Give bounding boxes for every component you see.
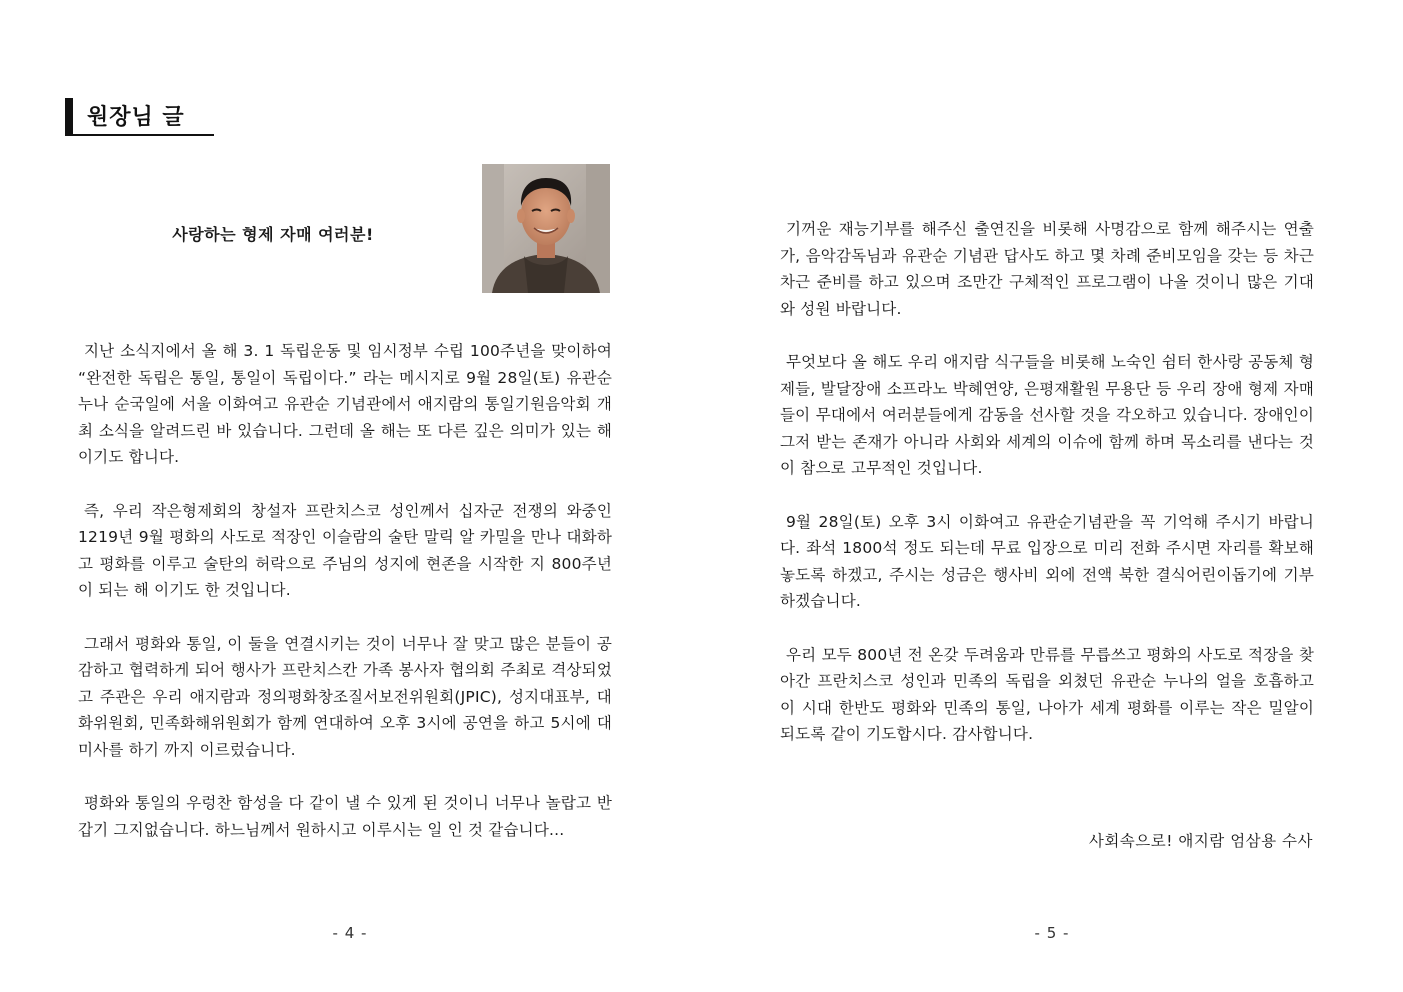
section-title: 원장님 글 xyxy=(87,105,185,130)
page-number: - 5 - xyxy=(1034,924,1070,942)
paragraph: 그래서 평화와 통일, 이 둘을 연결시키는 것이 너무나 잘 맞고 많은 분들이 공감하고 협력하게 되어 행사가 프란치스칸 가족 봉사자 협의회 주최로 격상되었고 주관은 우리 애지람과 정의평화창조질서보전위원회(JPIC), 성지대표부, 대화위원회, 민족화해위원회가 함께 연대하여 오후 3시에 공연을 하고 5시에 대미사를 하기 까지 이르렀습니다. xyxy=(78,634,612,759)
paragraph: 즉, 우리 작은형제회의 창설자 프란치스코 성인께서 십자군 전쟁의 와중인 1219년 9월 평화의 사도로 적장인 이슬람의 술탄 말릭 알 카밀을 만나 대화하고 평화를 이루고 술탄의 허락으로 주님의 성지에 현존을 시작한 지 800주년이 되는 해 이기도 한 것입니다. xyxy=(78,501,612,600)
greeting: 사랑하는 형제 자매 여러분! xyxy=(172,225,374,244)
section-heading xyxy=(65,98,214,136)
paragraph: 무엇보다 올 해도 우리 애지람 식구들을 비롯해 노숙인 쉼터 한사랑 공동체 형제들, 발달장애 소프라노 박혜연양, 은평재활원 무용단 등 우리 장애 형제 자매들이 무대에서 여러분들에게 감동을 선사할 것을 각오하고 있습니다. 장애인이 그저 받는 존재가 아니라 사회와 세계의 이슈에 함께 하며 목소리를 낸다는 것이 참으로 고무적인 것입니다. xyxy=(780,352,1314,478)
page-number: - 4 - xyxy=(332,924,368,942)
paragraph: 우리 모두 800년 전 온갖 두려움과 만류를 무릅쓰고 평화의 사도로 적장을 찾아간 프란치스코 성인과 민족의 독립을 외쳤던 유관순 누나의 얼을 호흡하고 이 시대 한반도 평화와 민족의 통일, 나아가 세계 평화를 이루는 작은 밀알이 되도록 같이 기도합시다. 감사합니다. xyxy=(780,645,1314,744)
paragraph: 9월 28일(토) 오후 3시 이화여고 유관순기념관을 꼭 기억해 주시기 바랍니다. 좌석 1800석 정도 되는데 무료 입장으로 미리 전화 주시면 자리를 확보해 놓도록 하겠고, 주시는 성금은 행사비 외에 전액 북한 결식어린이돕기에 기부하겠습니다. xyxy=(780,512,1314,611)
paragraph: 지난 소식지에서 올 해 3. 1 독립운동 및 임시정부 수립 100주년을 맞이하여 “완전한 독립은 통일, 통일이 독립이다.” 라는 메시지로 9월 28일(토) 유관순 누나 순국일에 서울 이화여고 유관순 기념관에서 애지람의 통일기원음악회 개최 소식을 알려드린 바 있습니다. 그런데 올 해는 또 다른 깊은 의미가 있는 해 이기도 합니다. xyxy=(78,342,612,467)
left-body-text xyxy=(78,338,612,870)
right-body-text xyxy=(780,216,1314,774)
paragraph: 기꺼운 재능기부를 해주신 출연진을 비롯해 사명감으로 함께 해주시는 연출가, 음악감독님과 유관순 기념관 답사도 하고 몇 차례 준비모임을 갖는 등 차근차근 준비를 하고 있으며 조만간 구체적인 프로그램이 나올 것이니 많은 기대와 성원 바랍니다. xyxy=(780,220,1314,318)
signature: 사회속으로! 애지람 엄삼용 수사 xyxy=(1088,832,1313,850)
author-portrait-photo xyxy=(482,164,610,293)
paragraph: 평화와 통일의 우렁찬 함성을 다 같이 낼 수 있게 된 것이니 너무나 놀랍고 반갑기 그지없습니다. 하느님께서 원하시고 이루시는 일 인 것 같습니다... xyxy=(78,794,612,839)
left-page xyxy=(0,0,700,992)
